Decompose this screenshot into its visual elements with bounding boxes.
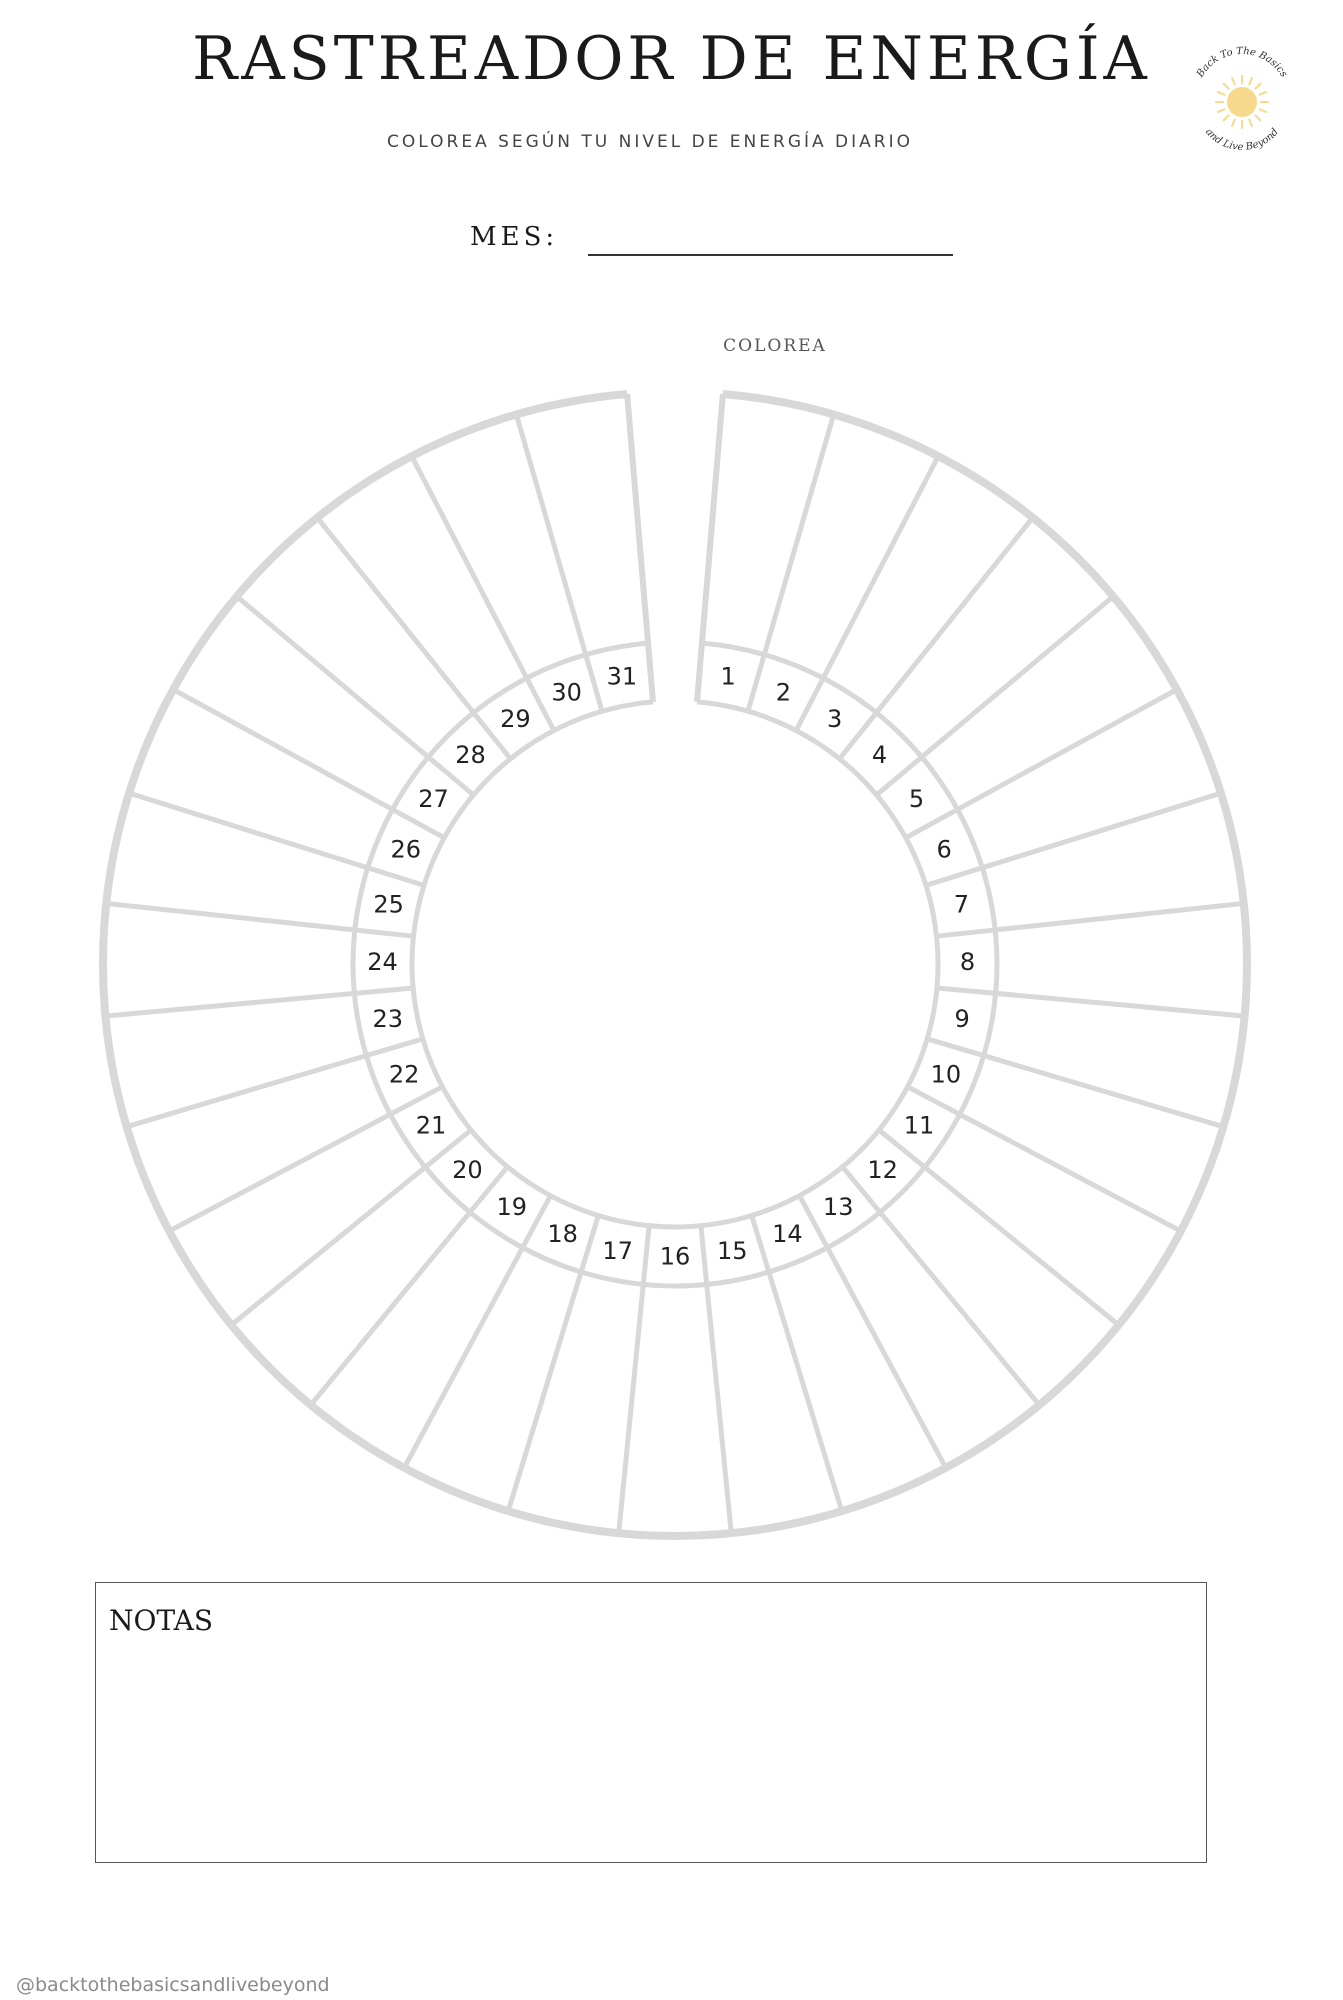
- day-label-2: 2: [775, 678, 792, 707]
- day-label-18: 18: [547, 1220, 578, 1248]
- day-label-27: 27: [418, 785, 449, 813]
- page-subtitle: COLOREA SEGÚN TU NIVEL DE ENERGÍA DIARIO: [387, 132, 913, 152]
- day-label-14: 14: [772, 1220, 803, 1248]
- day-label-10: 10: [930, 1060, 962, 1089]
- page-title: RASTREADOR DE ENERGÍA: [192, 24, 1151, 94]
- day-label-23: 23: [372, 1005, 404, 1034]
- day-label-8: 8: [959, 947, 976, 976]
- social-handle: @backtothebasicsandlivebeyond: [16, 1974, 330, 1996]
- day-label-12: 12: [867, 1156, 898, 1185]
- day-label-15: 15: [717, 1236, 748, 1265]
- notes-box[interactable]: [95, 1582, 1207, 1863]
- day-label-3: 3: [826, 704, 843, 733]
- logo-text-top: Back To The Basics: [1194, 45, 1290, 80]
- month-label: MES:: [470, 222, 559, 252]
- day-label-30: 30: [551, 678, 582, 707]
- day-label-21: 21: [415, 1111, 447, 1140]
- day-label-6: 6: [936, 835, 952, 864]
- day-label-31: 31: [606, 662, 638, 691]
- day-label-5: 5: [908, 785, 925, 813]
- day-label-13: 13: [822, 1192, 854, 1221]
- day-label-25: 25: [373, 890, 404, 919]
- day-label-29: 29: [500, 704, 531, 733]
- day-label-28: 28: [455, 740, 486, 769]
- day-label-9: 9: [954, 1005, 970, 1034]
- day-label-1: 1: [720, 662, 736, 691]
- day-label-4: 4: [871, 740, 888, 769]
- day-label-22: 22: [388, 1060, 420, 1089]
- wheel-label: COLOREA: [723, 336, 827, 356]
- day-label-19: 19: [496, 1192, 528, 1221]
- day-label-7: 7: [953, 890, 970, 919]
- day-label-20: 20: [452, 1156, 483, 1185]
- logo-text-bottom: and Live Beyond: [1203, 126, 1281, 154]
- day-label-24: 24: [367, 947, 398, 976]
- wheel-inner-ring: [412, 702, 938, 1227]
- wheel-middle-ring: [353, 643, 997, 1286]
- day-label-26: 26: [390, 835, 422, 864]
- day-label-16: 16: [659, 1242, 691, 1271]
- day-label-17: 17: [602, 1236, 633, 1265]
- day-label-11: 11: [903, 1111, 935, 1140]
- notes-title: NOTAS: [109, 1604, 214, 1637]
